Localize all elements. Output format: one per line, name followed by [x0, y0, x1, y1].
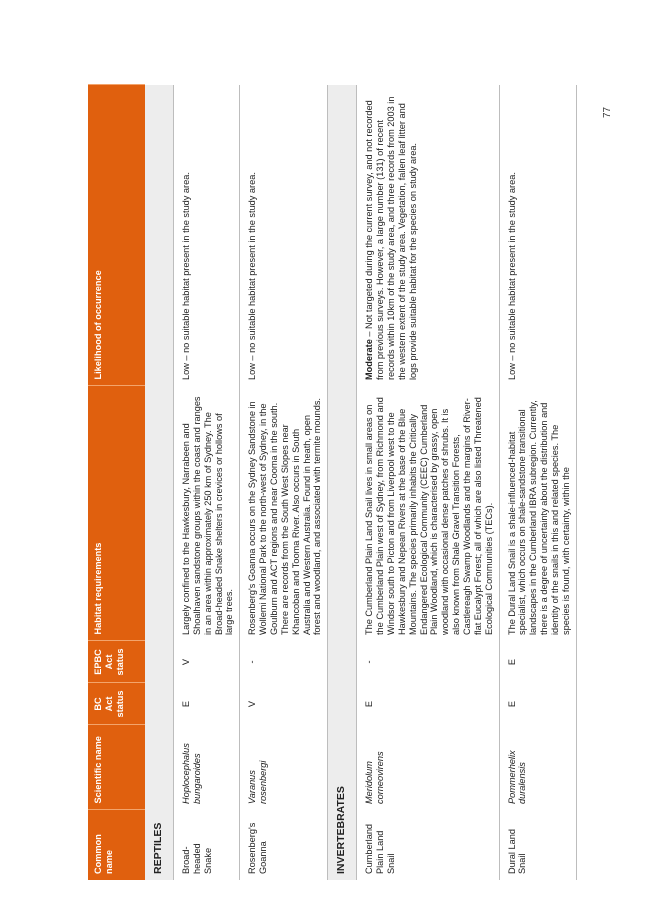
header-common-name: Common name — [88, 810, 145, 880]
epbc-act-status-cell: - — [357, 641, 499, 683]
habitat-requirements-cell: Largely confined to the Hawkesbury, Narrabeen and Shoalhaven sandstone groups within the coast and ranges in an area within approximately 250 km of Sydney. The Broad-headed Snake shelters in crevices or hollows of large trees. — [174, 386, 240, 641]
bc-act-status-cell: E — [174, 683, 240, 725]
header-habitat-requirements: Habitat requirements — [88, 386, 145, 641]
header-scientific-name: Scientific name — [88, 725, 145, 810]
table-row — [357, 85, 499, 880]
likelihood-rating: Moderate — [364, 339, 375, 380]
bc-act-status-cell: E — [357, 683, 499, 725]
table-row — [174, 85, 240, 880]
bc-act-status-cell: E — [499, 683, 576, 725]
header-likelihood-of-occurrence: Likelihood of occurrence — [88, 85, 145, 386]
header-bc-act-status: BC Act status — [88, 683, 145, 725]
common-name-cell: Dural Land Snail — [499, 810, 576, 880]
likelihood-cell — [357, 85, 499, 386]
table-header-row — [88, 85, 145, 880]
common-name-cell: Rosenberg's Goanna — [240, 810, 328, 880]
likelihood-cell — [499, 85, 576, 386]
habitat-requirements-cell: The Dural Land Snail is a shale-influenced-habitat specialist, which occurs on shale-sandstone transitional landscapes in the Cumberland IBRA subregion. Currently, there is a degree of uncertainty about the distribution and identity of the snails in this and related species. The species is found, with certainty, within the — [499, 386, 576, 641]
bc-act-status-cell: V — [240, 683, 328, 725]
scientific-name-cell: Meridolum corneovirens — [357, 725, 499, 810]
page-number: 77 — [602, 106, 613, 118]
table-row — [240, 85, 328, 880]
scientific-name-cell: Hoplocephalus bungaroides — [174, 725, 240, 810]
scientific-name-cell: Pommerhelix duralensis — [499, 725, 576, 810]
epbc-act-status-cell: E — [499, 641, 576, 683]
table-row — [499, 85, 576, 880]
common-name-cell: Broad-headed Snake — [174, 810, 240, 880]
likelihood-text: Low – no suitable habitat present in the study area. — [506, 172, 517, 380]
habitat-requirements-cell: The Cumberland Plain Land Snail lives in small areas on the Cumberland Plain west of Sydney, from Richmond and Windsor south to Picton and from Liverpool west to the Hawkesbury and Nepean Rivers at the base of the Blue Mountains. The species primarily inhabits the Critically Endangered Ecological Community (CEEC) Cumberland Plain Woodland, which is characterised by grassy, open woodland with occasional dense patches of shrubs. It is also known from Shale Gravel Transition Forests, Castlereagh Swamp Woodlands and the margins of River-flat Eucalypt Forest; all of which are also listed Threatened Ecological Communities (TECs). — [357, 386, 499, 641]
scientific-name-cell: Varanus rosenbergi — [240, 725, 328, 810]
section-title: INVERTEBRATES — [328, 85, 357, 880]
section-title: REPTILES — [145, 85, 174, 880]
likelihood-text: Low – no suitable habitat present in the study area. — [181, 172, 191, 380]
habitat-requirements-cell: Rosenberg's Goanna occurs on the Sydney Sandstone in Wollemi National Park to the north-west of Sydney, in the Goulburn and ACT regions and near Cooma in the south. There are records from the South West Slopes near Khancoban and Tooma River. Also occurs in South Australia and Western Australia. Found in heath, open forest and woodland, and associated with termite mounds. — [240, 386, 328, 641]
threatened-species-table — [88, 85, 577, 881]
likelihood-text: Low – no suitable habitat present in the study area. — [247, 172, 258, 380]
rotated-page-content — [88, 85, 586, 880]
common-name-cell: Cumberland Plain Land Snail — [357, 810, 499, 880]
section-row-reptiles — [145, 85, 174, 880]
likelihood-text: – Not targeted during the current survey, and not recorded from previous surveys. However, a large number (131) of recent records within 10km of the study area, and three records from 2003 in the western extent of the study area. Vegetation, fallen leaf litter and logs provide suitable habitat for the species on study area. — [364, 96, 418, 380]
likelihood-cell — [240, 85, 328, 386]
epbc-act-status-cell: - — [240, 641, 328, 683]
likelihood-cell — [174, 85, 240, 386]
header-epbc-act-status: EPBC Act status — [88, 641, 145, 683]
epbc-act-status-cell: V — [174, 641, 240, 683]
section-row-invertebrates — [328, 85, 357, 880]
